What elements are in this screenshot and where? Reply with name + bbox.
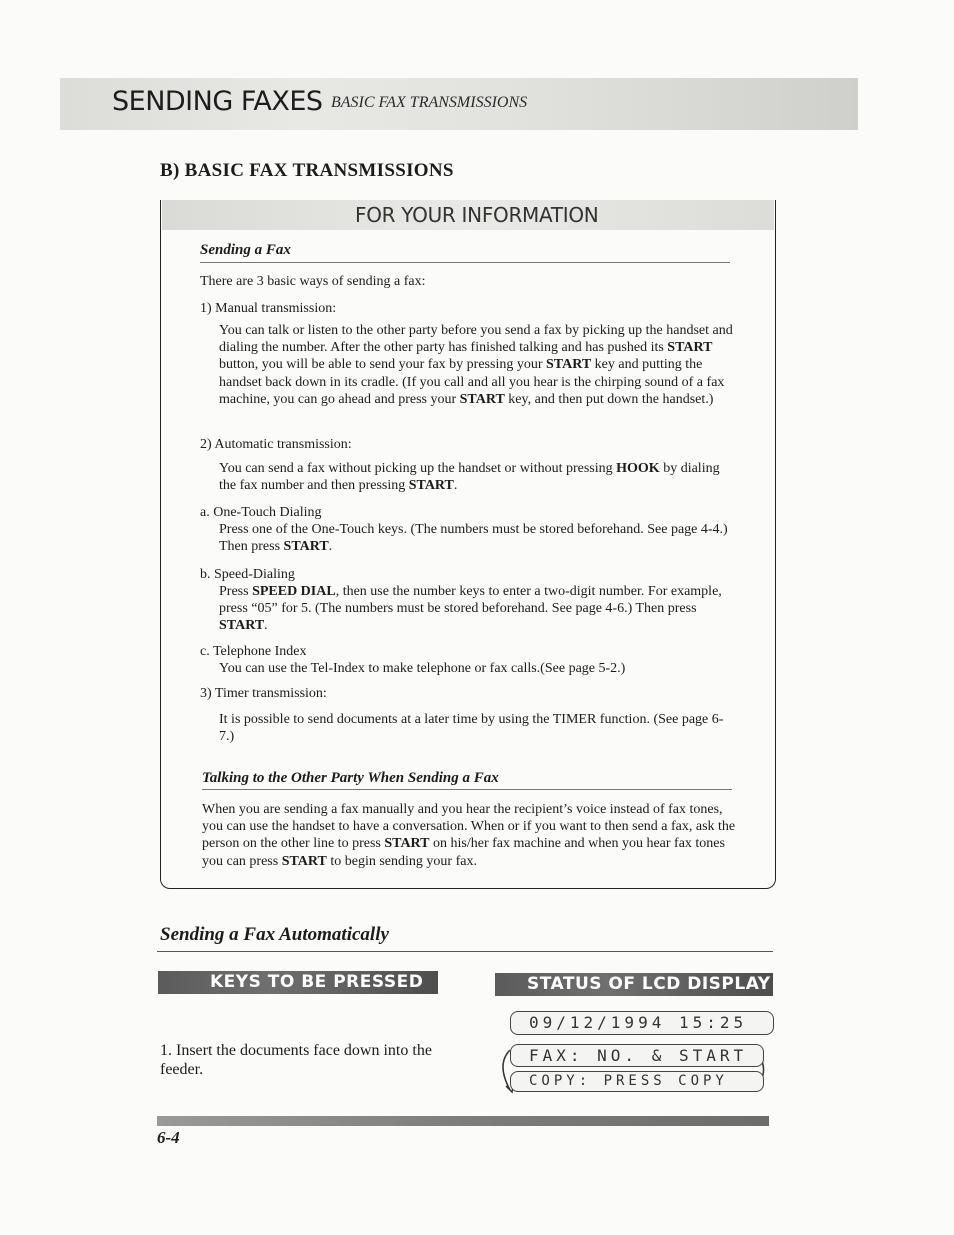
auto-section-heading: Sending a Fax Automatically xyxy=(160,924,389,945)
one-touch-label: a. One-Touch Dialing xyxy=(200,505,322,520)
heading-rule xyxy=(200,262,730,263)
automatic-transmission-text: You can send a fax without picking up the handset or without pressing HOOK by dialing the fax number and then pressing START. xyxy=(219,461,720,494)
auto-heading-rule xyxy=(157,951,773,952)
lcd-copy-display: COPY: PRESS COPY xyxy=(510,1071,764,1092)
talking-text: When you are sending a fax manually and you hear the recipient’s voice instead of fax tones, you can use the handset to have a conversation. When or if you want to then send a fax, ask the person on the other line to press START on his/her fax machine and when you hear fax tones you can press START to begin sending your fax. xyxy=(202,802,736,869)
step-1-text: 1. Insert the documents face down into the feeder. xyxy=(160,1042,432,1078)
sending-fax-heading: Sending a Fax xyxy=(200,242,291,258)
chapter-title: SENDING FAXES xyxy=(112,86,323,117)
tel-index-label: c. Telephone Index xyxy=(200,644,307,659)
chapter-subtitle: BASIC FAX TRANSMISSIONS xyxy=(331,94,528,111)
timer-transmission-text: It is possible to send documents at a later time by using the TIMER function. (See page 6-7.) xyxy=(219,712,724,745)
page-number: 6-4 xyxy=(157,1128,180,1147)
speed-dial-label: b. Speed-Dialing xyxy=(200,567,295,582)
footer-bar xyxy=(157,1116,769,1126)
manual-transmission-text: You can talk or listen to the other party before you send a fax by picking up the handset and dialing the number. After the other party has finished talking and has pushed its START button, you will be able to send your fax by pressing your START key and putting the handset back down in its cradle. (If you call and all you hear is the chirping sound of a fax machine, you can go ahead and press your START key, and then put down the handset.) xyxy=(219,323,733,407)
tel-index-text: You can use the Tel-Index to make telephone or fax calls.(See page 5-2.) xyxy=(219,661,626,676)
automatic-transmission-label: 2) Automatic transmission: xyxy=(200,437,352,452)
talking-heading-rule xyxy=(202,789,732,790)
manual-transmission-label: 1) Manual transmission: xyxy=(200,301,337,316)
one-touch-text: Press one of the One-Touch keys. (The numbers must be stored beforehand. See page 4-4.) Then press START. xyxy=(219,522,728,555)
talking-heading: Talking to the Other Party When Sending a Fax xyxy=(202,770,499,786)
speed-dial-text: Press SPEED DIAL, then use the number keys to enter a two-digit number. For example, press “05” for 5. (The numbers must be stored beforehand. See page 4-6.) Then press START. xyxy=(219,584,722,634)
section-heading: B) BASIC FAX TRANSMISSIONS xyxy=(160,160,454,181)
lcd-fax-display: FAX: NO. & START xyxy=(510,1044,764,1067)
status-lcd-label: STATUS OF LCD DISPLAY xyxy=(527,974,771,994)
info-box-title: FOR YOUR INFORMATION xyxy=(355,203,599,227)
intro-text: There are 3 basic ways of sending a fax: xyxy=(200,274,426,289)
timer-transmission-label: 3) Timer transmission: xyxy=(200,686,327,701)
keys-to-be-pressed-label: KEYS TO BE PRESSED xyxy=(210,972,424,992)
lcd-date-display: 09/12/1994 15:25 xyxy=(510,1011,774,1035)
